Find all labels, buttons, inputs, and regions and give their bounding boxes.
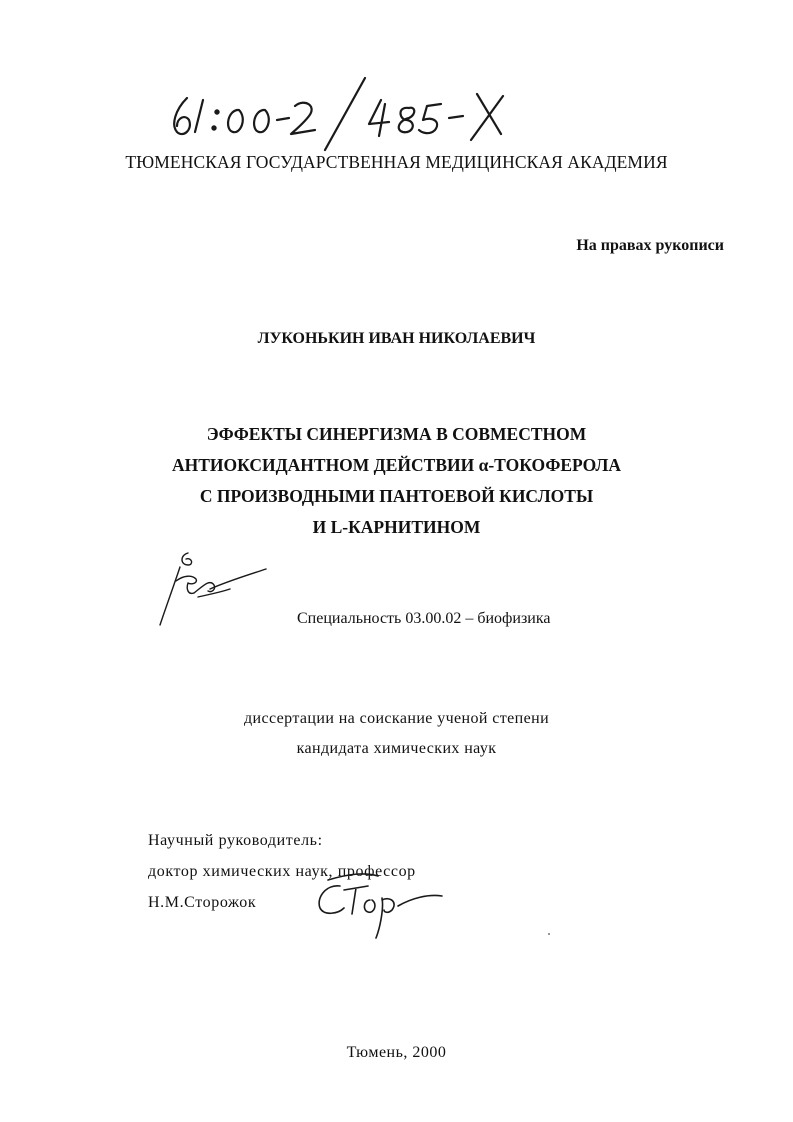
title-line: И L-КАРНИТИНОМ — [312, 517, 481, 537]
supervisor-degree: доктор химических наук, профессор — [148, 863, 416, 880]
author-signature-drawing — [158, 545, 278, 635]
rights-note: На правах рукописи — [576, 237, 724, 254]
title-line: С ПРОИЗВОДНЫМИ ПАНТОЕВОЙ КИСЛОТЫ — [199, 486, 594, 506]
dissertation-title — [0, 419, 793, 543]
supervisor-heading: Научный руководитель: — [148, 832, 323, 849]
degree-line: диссертации на соискание ученой степени — [243, 710, 550, 727]
institution-name: ТЮМЕНСКАЯ ГОСУДАРСТВЕННАЯ МЕДИЦИНСКАЯ АКАДЕМИЯ — [125, 152, 668, 172]
specialty: Специальность 03.00.02 – биофизика — [297, 610, 551, 627]
supervisor-name: Н.М.Сторожок — [148, 894, 257, 911]
supervisor-signature — [308, 868, 458, 948]
handwritten-catalog-number-drawing — [165, 70, 525, 160]
handwritten-catalog-number — [165, 70, 525, 160]
author-signature — [158, 545, 278, 635]
scan-speck — [548, 933, 550, 935]
title-line: АНТИОКСИДАНТНОМ ДЕЙСТВИИ α-ТОКОФЕРОЛА — [171, 455, 622, 475]
degree-statement — [0, 704, 793, 764]
supervisor-signature-drawing — [308, 868, 458, 948]
city-year: Тюмень, 2000 — [346, 1044, 447, 1061]
title-line: ЭФФЕКТЫ СИНЕРГИЗМА В СОВМЕСТНОМ — [206, 424, 587, 444]
author-name: ЛУКОНЬКИН ИВАН НИКОЛАЕВИЧ — [257, 330, 536, 347]
degree-line: кандидата химических наук — [296, 740, 497, 757]
